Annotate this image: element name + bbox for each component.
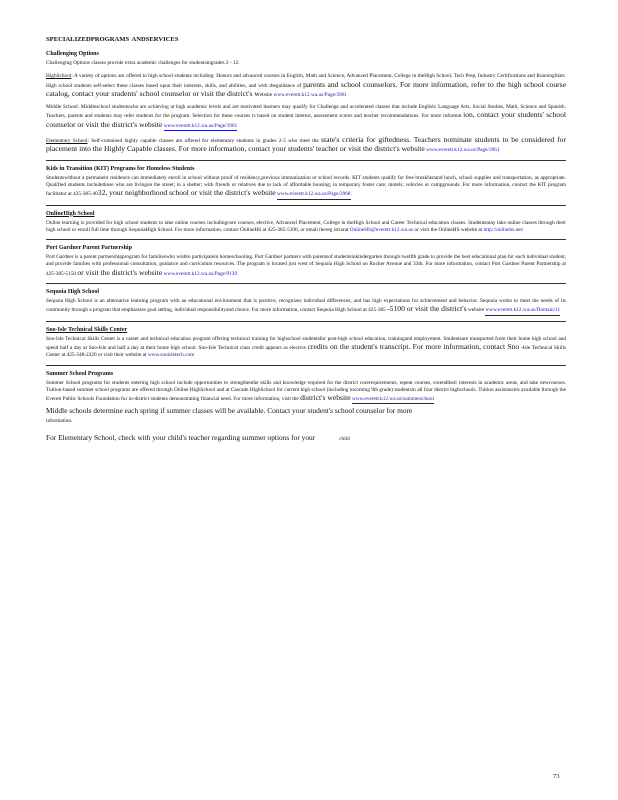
middle-school-emphasis: ion, contact your students' school counselor or visit the district's website bbox=[46, 110, 566, 129]
sno-isle-link[interactable]: www.snoisletech.com bbox=[147, 352, 195, 359]
online-paragraph bbox=[46, 220, 566, 235]
section-title: Sequoia High School bbox=[46, 289, 100, 296]
high-school-text: : A variety of options are offered to high school students including: Honors and advanced courses in English, Math and Science, Advanced Placement, College in theHigh School, Tech Prep, Industry Certifications and RunningStart. High school students self-select these classes based upon their interests, skills, and abilities, and with theguidance of bbox=[46, 73, 566, 89]
port-link[interactable]: www.everett.k12.wa.us/Page/9139 bbox=[163, 270, 238, 277]
kit-paragraph bbox=[46, 175, 566, 200]
summer-text: Summer School programs for students entering high school include opportunities to strengthenthe skills and knowledge required for the district corerequirements, repeat courses, extendtheir interests in academic areas, and take newcourses. Tuition-based summer school programs are offered through Online HighSchool and at Cascade HighSchool for current high school (including incoming 9th grade) studentsin all four district highschools. Tuition assistanceis available through the Everett Public Schools Foundation for in-district students demonstrating financial need. For more information, visit the bbox=[46, 379, 566, 403]
section-summer-school bbox=[46, 371, 566, 444]
online-email-link[interactable]: OnlineHS@everett.k12.wa.us bbox=[349, 226, 414, 233]
online-text: Online learning is provided for high school students to take online courses includingcore courses, elective, Advanced Placement, College in theHigh School and Career Technical education classes. Studentsmay take online classes through their high school or enroll full time through SequoiaHigh School. For more information, contact OnlineHS at 425-385-5100, or email thereg istrarat bbox=[46, 219, 566, 233]
sequoia-link[interactable]: www.everett.k12.wa.us/Domain/11 bbox=[485, 307, 560, 315]
page-heading: SPECIALIZEDPROGRAMS ANDSERVICES bbox=[46, 36, 179, 43]
sno-isle-emphasis: credits on the student's transcript. For more information, contact Sno bbox=[307, 341, 520, 351]
section-title: Sno-Isle Technical Skills Center bbox=[46, 326, 128, 333]
sequoia-paragraph bbox=[46, 298, 566, 316]
summer-link[interactable]: www.everett.k12.wa.us/summerschool bbox=[352, 396, 434, 404]
section-title: Summer School Programs bbox=[46, 370, 114, 377]
section-intro: Challenging Options classes provide extra academic challenges for studentsingrades 2 - 12. bbox=[46, 60, 240, 66]
elementary-label: Elementary School bbox=[46, 138, 88, 145]
sequoia-emphasis: -5100 or visit the district's bbox=[387, 304, 467, 314]
elementary-link[interactable]: www.everett.k12.wa.us/Page/3961 bbox=[426, 147, 500, 154]
elementary-emphasis: state's criteria for giftedness. Teachers nominate students to be considered for placement into the Highly Capable classes. For more information, contact your students' teacher or visit the district's website bbox=[46, 135, 567, 154]
summer-emphasis: district's website bbox=[300, 393, 351, 403]
port-text: Port Gardner is a parent partnershipprogram for familieswho wishto participatein homeschooling. Port Gardner partners with parentsof studentsinkindergarten through twelfth grade to provide the best educational plan for each individual student, and provide families with professional consultation, guidance and curriculum resources. The program is located just west of Sequoia High School on Rucker Avenue and 33th. For more information, contact Port Gardner Parent Partnership at 425-385-5150 bbox=[46, 254, 566, 277]
note-text-tail: child bbox=[339, 435, 350, 442]
section-challenging-options bbox=[46, 51, 566, 155]
section-sno-isle bbox=[46, 327, 566, 360]
online-text-mid: or visit the OnlineHS website at bbox=[414, 226, 483, 233]
middle-school-link[interactable]: www.everett.k12.wa.us/Page/3961 bbox=[164, 123, 238, 131]
port-paragraph bbox=[46, 254, 566, 278]
section-title: Port Gardner Parent Partnership bbox=[46, 245, 132, 252]
section-title: OnlineHigh School bbox=[46, 210, 95, 217]
sno-isle-text-tail: -Isle Technical Skills Center at 425-348-2220 or visit their website at bbox=[46, 344, 567, 359]
online-website-link[interactable]: http://onlinehs.net/ bbox=[483, 226, 524, 233]
elementary-summer-note bbox=[46, 434, 566, 444]
sequoia-text: Sequoia High School is an alternative learning program with an educational environment that is positive, recognizes individual differences, and has high expectations for achievement and behavior. Sequoia works to meet the needs of its community through a program that emphasizes goal setting, individual responsibilityand choice. For more information, contact Sequoia High School at 425-385 bbox=[46, 298, 566, 314]
divider bbox=[46, 160, 566, 161]
note-text: Middle schools determine each spring if summer classes will be available. Contact your student's school counselor for more bbox=[46, 406, 413, 416]
middle-school-paragraph bbox=[46, 104, 566, 131]
high-school-link[interactable]: www.everett.k12.wa.us/Page/3961 bbox=[273, 91, 348, 98]
section-sequoia bbox=[46, 289, 566, 316]
summer-paragraph bbox=[46, 380, 566, 405]
page-number: 73 bbox=[553, 773, 560, 780]
section-title: Challenging Options bbox=[46, 51, 99, 57]
note-text: For Elementary School, check with your child's teacher regarding summer options for your bbox=[46, 432, 316, 442]
high-school-label: HighSchool bbox=[46, 73, 72, 80]
document-page bbox=[46, 36, 566, 448]
divider bbox=[46, 321, 566, 322]
section-port-gardner bbox=[46, 245, 566, 278]
kit-link[interactable]: www.everett.k12.wa.us/Page/3968 bbox=[277, 191, 351, 199]
divider bbox=[46, 239, 566, 240]
divider bbox=[46, 205, 566, 206]
section-online-high-school bbox=[46, 211, 566, 235]
section-kit bbox=[46, 166, 566, 200]
high-school-paragraph bbox=[46, 73, 566, 99]
middle-school-text: Middle School: Middleschool studentswho are achieving at high academic levels and are motivated learners may qualify for Challenge and accelerated classes that include English/ Language Arts, Social Studies, Math, Science and Spanish. Teachers, parents and students may refer students for the program. Selection for these courses is based on student interest, assessment scores and teacher recommendations. For more informat bbox=[46, 104, 566, 120]
note-text-tail: information. bbox=[46, 418, 73, 425]
section-title: Kids in Transition (KIT) Programs for Homeless Students bbox=[46, 165, 195, 172]
middle-school-summer-note bbox=[46, 407, 566, 425]
sno-isle-paragraph bbox=[46, 336, 566, 360]
divider bbox=[46, 365, 566, 366]
text-fragment: website bbox=[467, 307, 485, 314]
port-emphasis: or visit the district's website bbox=[77, 267, 163, 277]
high-school-emphasis: parents and school counselors. For more information, refer to the high school course catalog, contact your students' school counselor or visit the district's w bbox=[46, 79, 567, 98]
text-fragment: ebsite bbox=[259, 91, 273, 98]
kit-emphasis: 32, your neighborhood school or visit the district's website bbox=[97, 188, 276, 198]
elementary-paragraph bbox=[46, 136, 566, 155]
elementary-text: : Self-contained highly capable classes are offered for elementary students in grades 2-5 who meet the bbox=[87, 138, 319, 145]
kit-text: Studentswithout a permanent residence can immediately enroll in school without proof of residency,previous immunization or school records. KIT students qualify for free breakfastand lunch, school supplies and transportation, as appropriate. Qualified students includethose who are livingon the street; in a shelter; with friends or relatives due to lack of affordable housing; in temporary foster care; motels; vehicles or campgrounds. For more information, contact the KIT program facilitator at 425-385-40 bbox=[46, 174, 566, 198]
sno-isle-text: Sno-Isle Technical Skills Center is a career and technical education program offering technical training for highschool studentsfor post-high school education, trainingand employment. Studentsare transported from their home high school and spend half a day at Sno-Isle and half a day at their home high school. Sno-Isle Technical class credit appears as elective bbox=[46, 335, 566, 351]
divider bbox=[46, 283, 566, 284]
